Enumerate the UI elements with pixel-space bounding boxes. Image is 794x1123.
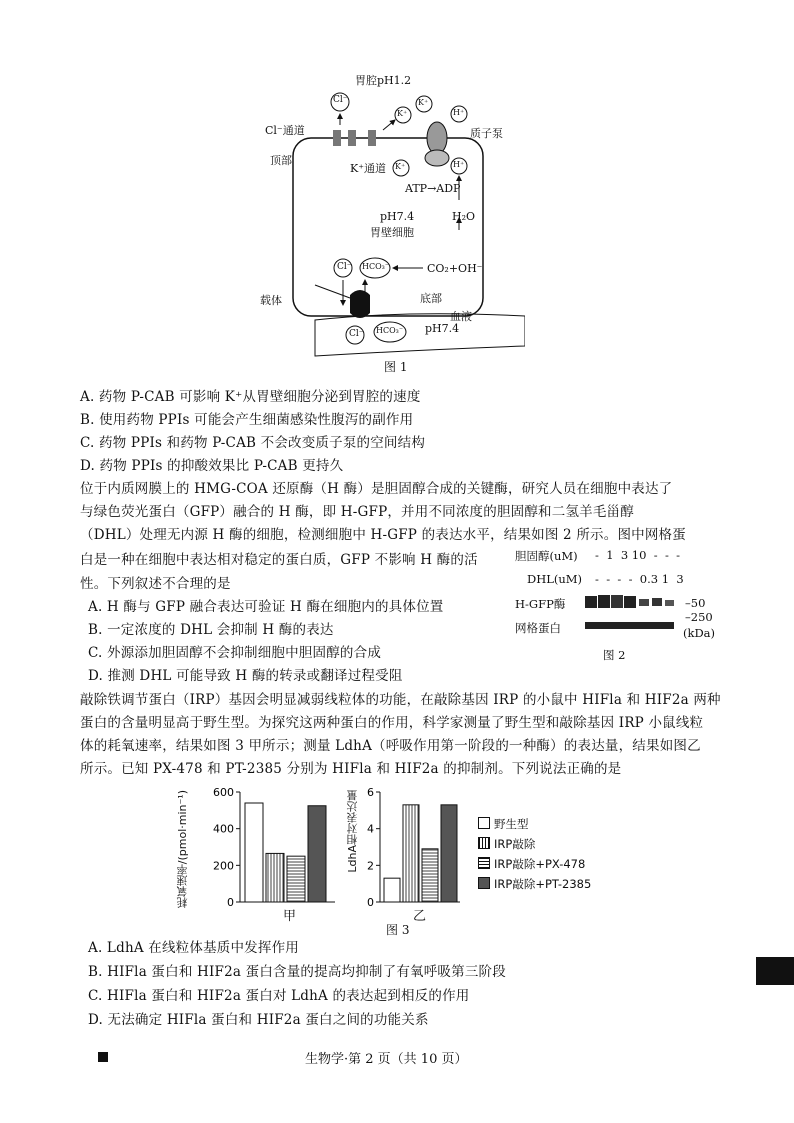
water-label: H₂O bbox=[452, 210, 476, 223]
chart-jia-bar-irp-px478 bbox=[287, 856, 305, 902]
q2-stem-line-5: 性。下列叙述不合理的是 bbox=[80, 576, 231, 592]
k-channel-label: K⁺通道 bbox=[350, 162, 387, 175]
band1-kda: –50 bbox=[685, 596, 706, 610]
ion-cl-cell: Cl⁻ bbox=[337, 262, 352, 272]
cell-ph-label: pH7.4 bbox=[380, 210, 415, 223]
chart-yi-ylabel: LdhA相对表达量 bbox=[346, 790, 359, 873]
clathrin-bands bbox=[585, 622, 674, 629]
carrier-shape bbox=[350, 290, 370, 318]
chart-yi-bar-irp-px478 bbox=[422, 849, 438, 902]
chart-jia-xlabel: 甲 bbox=[283, 909, 297, 924]
chart-yi-bar-wild bbox=[384, 878, 400, 902]
proton-pump-label: 质子泵 bbox=[470, 127, 503, 140]
ion-h-1: H⁺ bbox=[453, 108, 465, 117]
chart-jia-tick-label: 400 bbox=[213, 822, 234, 836]
ion-cl-top: Cl⁻ bbox=[333, 95, 348, 105]
q2-option-c: C. 外源添加胆固醇不会抑制细胞中胆固醇的合成 bbox=[88, 645, 382, 661]
legend-swatch-pt2385 bbox=[478, 877, 490, 889]
ion-k-2: K⁺ bbox=[418, 98, 429, 107]
chart-yi-xlabel: 乙 bbox=[413, 909, 427, 924]
apical-label: 顶部 bbox=[270, 154, 292, 167]
q3-option-b: B. HIFla 蛋白和 HIF2a 蛋白含量的提高均抑制了有氧呼吸第三阶段 bbox=[88, 964, 506, 980]
kda-unit: (kDa) bbox=[683, 626, 716, 640]
co2-oh-label: CO₂+OH⁻ bbox=[427, 262, 483, 275]
legend-item-irp: IRP敲除 bbox=[478, 836, 535, 852]
q2-stem-line-3: （DHL）处理无内源 H 酶的细胞，检测细胞中 H-GFP 的表达水平，结果如图 2 所示。图中网格蛋 bbox=[80, 527, 686, 543]
k-channel-shape bbox=[368, 130, 376, 146]
q3-stem-line-1: 敲除铁调节蛋白（IRP）基因会明显减弱线粒体的功能，在敲除基因 IRP 的小鼠中 HIFla 和 HIF2a 两种 bbox=[80, 692, 721, 708]
proton-pump-shape bbox=[427, 122, 447, 154]
chart-yi-tick-label: 4 bbox=[367, 822, 374, 836]
chart-jia-tick-label: 600 bbox=[213, 786, 234, 799]
stomach-lumen-label: 胃腔pH1.2 bbox=[355, 74, 412, 87]
chart-yi-tick-label: 0 bbox=[367, 896, 374, 909]
q3-option-a: A. LdhA 在线粒体基质中发挥作用 bbox=[88, 940, 299, 956]
legend-swatch-px478 bbox=[478, 857, 490, 869]
figure-3-caption: 图 3 bbox=[386, 923, 410, 937]
q1-option-b: B. 使用药物 PPIs 可能会产生细菌感染性腹泻的副作用 bbox=[80, 412, 414, 428]
ion-cl-blood: Cl⁻ bbox=[349, 329, 364, 339]
atp-adp-label: ATP→ADP bbox=[405, 182, 461, 195]
chart-jia-tick-label: 200 bbox=[213, 859, 234, 873]
chart-yi-tick-label: 6 bbox=[367, 786, 374, 799]
cl-channel-shape bbox=[333, 130, 341, 146]
blood-ph-label: pH7.4 bbox=[425, 322, 460, 335]
q2-option-a: A. H 酶与 GFP 融合表达可验证 H 酶在细胞内的具体位置 bbox=[88, 599, 444, 615]
q2-stem-line-1: 位于内质网膜上的 HMG-COA 还原酶（H 酶）是胆固醇合成的关键酶，研究人员在细胞中表达了 bbox=[80, 481, 673, 497]
chart-yi-bar-irp bbox=[403, 805, 419, 902]
q2-option-d: D. 推测 DHL 可能导致 H 酶的转录或翻译过程受阻 bbox=[88, 668, 403, 684]
hgfp-bands bbox=[585, 595, 674, 608]
page-edge-marker bbox=[756, 957, 794, 985]
page-footer: 生物学·第 2 页（共 10 页） bbox=[305, 1052, 468, 1067]
hgfp-band-label: H-GFP酶 bbox=[515, 597, 566, 611]
q3-stem-line-2: 蛋白的含量明显高于野生型。为探究这两种蛋白的作用，科学家测量了野生型和敲除基因 IRP 小鼠线粒 bbox=[80, 715, 704, 731]
ion-hco3-cell: HCO₃⁻ bbox=[362, 262, 390, 271]
figure-2-caption: 图 2 bbox=[603, 648, 626, 662]
footer-square-mark bbox=[98, 1052, 108, 1062]
q2-option-b: B. 一定浓度的 DHL 会抑制 H 酶的表达 bbox=[88, 622, 334, 638]
q3-stem-line-4: 所示。已知 PX-478 和 PT-2385 分别为 HIFla 和 HIF2a 的抑制剂。下列说法正确的是 bbox=[80, 761, 622, 777]
chart-jia-bar-irp bbox=[266, 853, 284, 902]
dhl-label: DHL(uM) bbox=[527, 572, 583, 586]
figure-2 bbox=[515, 548, 715, 663]
q1-option-a: A. 药物 P-CAB 可影响 K⁺从胃壁细胞分泌到胃腔的速度 bbox=[80, 389, 421, 405]
basal-label: 底部 bbox=[420, 292, 442, 305]
chart-jia bbox=[213, 786, 335, 909]
legend-item-px478: IRP敲除+PX-478 bbox=[478, 856, 585, 872]
dhl-values: - - - - 0.3 1 3 bbox=[595, 572, 684, 586]
ion-k-1: K⁺ bbox=[397, 109, 408, 118]
q1-option-d: D. 药物 PPIs 的抑酸效果比 P-CAB 更持久 bbox=[80, 458, 344, 474]
chart-jia-bar-irp-pt2385 bbox=[308, 806, 326, 902]
chart-jia-bar-wild bbox=[245, 803, 263, 902]
q3-option-d: D. 无法确定 HIFla 蛋白和 HIF2a 蛋白之间的功能关系 bbox=[88, 1012, 429, 1028]
ion-h-2: H⁺ bbox=[453, 160, 465, 169]
chart-yi bbox=[367, 786, 460, 909]
cell-name-label: 胃壁细胞 bbox=[370, 226, 414, 239]
chart-yi-tick-label: 2 bbox=[367, 859, 374, 873]
q3-stem-line-3: 体的耗氧速率，结果如图 3 甲所示；测量 LdhA（呼吸作用第一阶段的一种酶）的表达量，结果如图乙 bbox=[80, 738, 701, 754]
q2-stem-line-4: 白是一种在细胞中表达相对稳定的蛋白质，GFP 不影响 H 酶的活 bbox=[80, 552, 478, 568]
blood-label: 血液 bbox=[450, 310, 472, 323]
ion-k-3: K⁺ bbox=[395, 162, 406, 171]
cholesterol-values: - 1 3 10 - - - bbox=[595, 548, 681, 562]
q3-option-c: C. HIFla 蛋白和 HIF2a 蛋白对 LdhA 的表达起到相反的作用 bbox=[88, 988, 470, 1004]
ion-hco3-blood: HCO₃⁻ bbox=[376, 326, 404, 335]
clathrin-band-label: 网格蛋白 bbox=[515, 621, 561, 635]
cl-channel-label: Cl⁻通道 bbox=[265, 124, 305, 137]
legend-item-wild: 野生型 bbox=[478, 816, 529, 832]
q2-stem-line-2: 与绿色荧光蛋白（GFP）融合的 H 酶，即 H-GFP，并用不同浓度的胆固醇和二氢羊毛甾醇 bbox=[80, 504, 634, 520]
legend-swatch-wild bbox=[478, 817, 490, 829]
legend-item-pt2385: IRP敲除+PT-2385 bbox=[478, 876, 591, 892]
cholesterol-label: 胆固醇(uM) bbox=[515, 549, 578, 563]
band2-kda: –250 bbox=[685, 610, 713, 624]
figure-1 bbox=[255, 70, 525, 360]
legend-swatch-irp bbox=[478, 837, 490, 849]
carrier-label: 载体 bbox=[260, 294, 282, 307]
q1-option-c: C. 药物 PPIs 和药物 P-CAB 不会改变质子泵的空间结构 bbox=[80, 435, 426, 451]
chart-yi-bar-irp-pt2385 bbox=[441, 805, 457, 902]
blot-bands bbox=[583, 592, 683, 634]
figure-1-caption: 图 1 bbox=[384, 360, 408, 374]
chart-jia-ylabel: 耗氧速率/(pmol·min⁻¹) bbox=[176, 790, 189, 909]
chart-jia-tick-label: 0 bbox=[227, 896, 234, 909]
